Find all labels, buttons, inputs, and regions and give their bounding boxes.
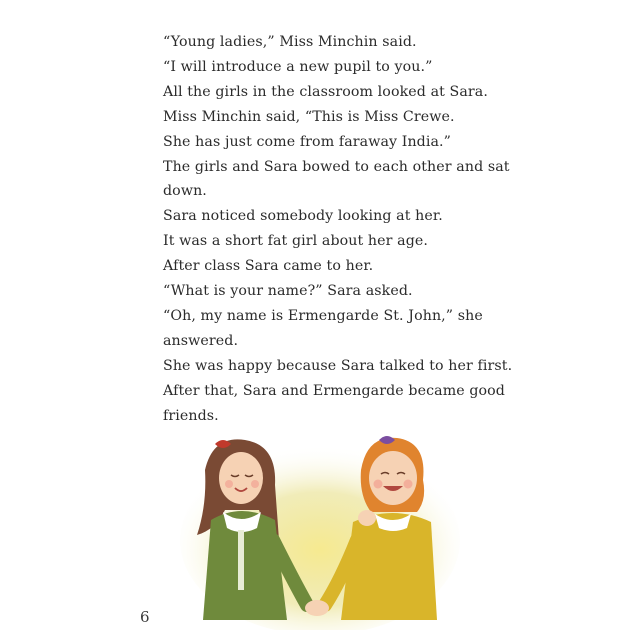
- story-line: The girls and Sara bowed to each other and sat: [163, 158, 510, 175]
- clasped-hands: [305, 600, 329, 616]
- story-line: It was a short fat girl about her age.: [163, 233, 429, 250]
- two-girls-illustration: [175, 430, 465, 630]
- story-line: Sara noticed somebody looking at her.: [163, 208, 443, 225]
- story-line: down.: [163, 183, 207, 200]
- story-text: [163, 30, 513, 429]
- story-line: After class Sara came to her.: [163, 258, 374, 275]
- ermengarde-hand: [358, 510, 376, 526]
- sara-face: [219, 452, 263, 504]
- page-number: 6: [140, 608, 150, 626]
- story-line: “What is your name?” Sara asked.: [163, 283, 413, 300]
- story-line: She has just come from faraway India.”: [163, 133, 452, 150]
- story-line: friends.: [163, 407, 219, 424]
- story-line: “I will introduce a new pupil to you.”: [163, 58, 433, 75]
- story-line: “Oh, my name is Ermengarde St. John,” she: [163, 307, 483, 324]
- story-line: answered.: [163, 332, 239, 349]
- story-line: She was happy because Sara talked to her first.: [163, 357, 513, 374]
- story-line: Miss Minchin said, “This is Miss Crewe.: [163, 108, 455, 125]
- ermengarde-face: [369, 451, 417, 505]
- story-line: After that, Sara and Ermengarde became good: [163, 382, 505, 399]
- story-line: “Young ladies,” Miss Minchin said.: [163, 34, 417, 50]
- story-line: All the girls in the classroom looked at Sara.: [163, 83, 488, 100]
